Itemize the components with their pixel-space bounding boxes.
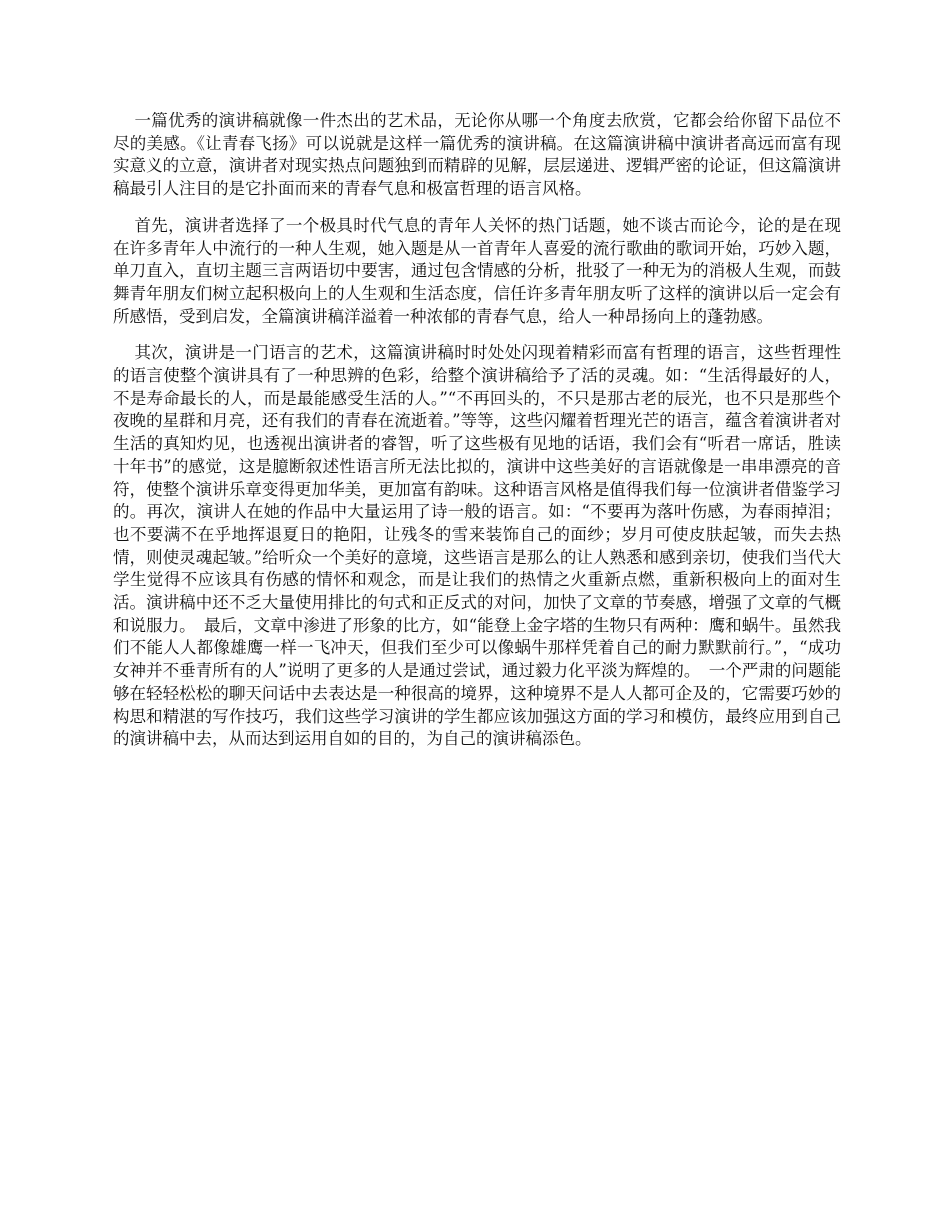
paragraph-intro: 一篇优秀的演讲稿就像一件杰出的艺术品，无论你从哪一个角度去欣赏，它都会给你留下品位不尽的美感。《让青春飞扬》可以说就是这样一篇优秀的演讲稿。在这篇演讲稿中演讲者高远而富有现实意义的立意，演讲者对现实热点问题独到而精辟的见解，层层递进、逻辑严密的论证，但这篇演讲稿最引人注目的是它扑面而来的青春气息和极富哲理的语言风格。 bbox=[113, 111, 841, 199]
paragraph-first-point: 首先，演讲者选择了一个极具时代气息的青年人关怀的热门话题，她不谈古而论今，论的是在现在许多青年人中流行的一种人生观，她入题是从一首青年人喜爱的流行歌曲的歌词开始，巧妙入题，单刀直入，直切主题三言两语切中要害，通过包含情感的分析，批驳了一种无为的消极人生观，而鼓舞青年朋友们树立起积极向上的人生观和生活态度，信任许多青年朋友听了这样的演讲以后一定会有所感悟，受到启发，全篇演讲稿洋溢着一种浓郁的青春气息，给人一种昂扬向上的蓬勃感。 bbox=[113, 215, 841, 326]
document-body bbox=[113, 110, 841, 751]
paragraph-second-point: 其次，演讲是一门语言的艺术，这篇演讲稿时时处处闪现着精彩而富有哲理的语言，这些哲理性的语言使整个演讲具有了一种思辨的色彩，给整个演讲稿给予了活的灵魂。如：“生活得最好的人，不是寿命最长的人，而是最能感受生活的人。”“不再回头的，不只是那古老的辰光，也不只是那些个夜晚的星群和月亮，还有我们的青春在流逝着。”等等，这些闪耀着哲理光芒的语言，蕴含着演讲者对生活的真知灼见，也透视出演讲者的睿智，听了这些极有见地的话语，我们会有“听君一席话，胜读十年书”的感觉，这是臆断叙述性语言所无法比拟的，演讲中这些美好的言语就像是一串串漂亮的音符，使整个演讲乐章变得更加华美，更加富有韵味。这种语言风格是值得我们每一位演讲者借鉴学习的。再次，演讲人在她的作品中大量运用了诗一般的语言。如：“不要再为落叶伤感，为春雨掉泪；也不要满不在乎地挥退夏日的艳阳，让残冬的雪来装饰自己的面纱；岁月可使皮肤起皱，而失去热情，则使灵魂起皱。”给听众一个美好的意境，这些语言是那么的让人熟悉和感到亲切，使我们当代大学生觉得不应该具有伤感的情怀和观念，而是让我们的热情之火重新点燃，重新积极向上的面对生活。演讲稿中还不乏大量使用排比的句式和正反式的对问，加快了文章的节奏感，增强了文章的气概和说服力。 最后，文章中渗进了形象的比方，如“能登上金字塔的生物只有两种：鹰和蜗牛。虽然我们不能人人都像雄鹰一样一飞冲天，但我们至少可以像蜗牛那样凭着自己的耐力默默前行。”，“成功女神并不垂青所有的人”说明了更多的人是通过尝试，通过毅力化平淡为辉煌的。 一个严肃的问题能够在轻轻松松的聊天问话中去表达是一种很高的境界，这种境界不是人人都可企及的，它需要巧妙的构思和精湛的写作技巧，我们这些学习演讲的学生都应该加强这方面的学习和模仿，最终应用到自己的演讲稿中去，从而达到运用自如的目的，为自己的演讲稿添色。 bbox=[113, 343, 841, 749]
